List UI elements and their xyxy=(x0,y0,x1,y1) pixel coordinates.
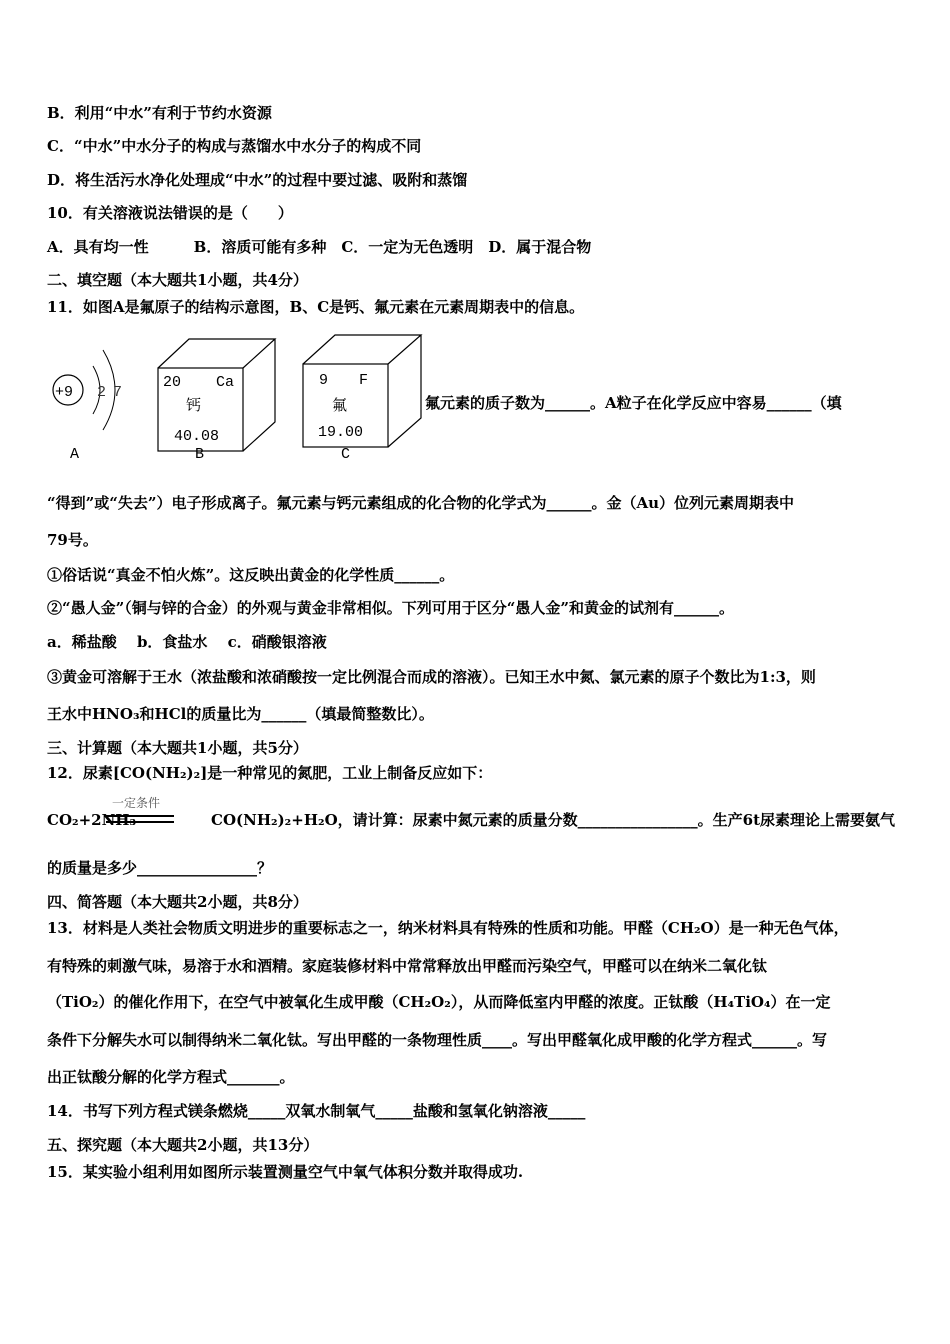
text-line: 的质量是多少________________？ xyxy=(47,859,273,877)
text-line: 二、填空题（本大题共1小题，共4分） xyxy=(47,271,308,289)
nucleus-charge: +9 xyxy=(55,384,74,401)
calcium-name: 钙 xyxy=(186,396,202,414)
label-c: C xyxy=(341,446,351,463)
text-line: 10．有关溶液说法错误的是（ ） xyxy=(47,204,293,222)
text-line: （TiO₂）的催化作用下，在空气中被氧化生成甲酸（CH₂O₂），从而降低室内甲醛的浓度。正钛酸（H₄TiO₄）在一定 xyxy=(47,993,831,1011)
fluorine-mass: 19.00 xyxy=(318,424,364,441)
label-b: B xyxy=(195,446,205,463)
text-line: D．将生活污水净化处理成“中水”的过程中要过滤、吸附和蒸馏 xyxy=(47,171,468,189)
shell-1-electrons: 2 xyxy=(97,384,107,401)
text-line: 王水中HNO₃和HCl的质量比为______（填最简整数比）。 xyxy=(47,705,434,723)
reaction-equals-sign xyxy=(106,815,174,823)
text-line: 79号。 xyxy=(47,531,98,549)
text-line: C．“中水”中水分子的构成与蒸馏水中水分子的构成不同 xyxy=(47,137,422,155)
text-line: “得到”或“失去”）电子形成离子。氟元素与钙元素组成的化合物的化学式为______。金（Au）位列元素周期表中 xyxy=(47,494,795,512)
reaction-condition: 一定条件 xyxy=(112,796,161,810)
text-line: CO₂+2NH₃ CO(NH₂)₂+H₂O，请计算：尿素中氮元素的质量分数________________。生产6t尿素理论上需要氨气 xyxy=(47,811,896,829)
text-line: 12．尿素[CO(NH₂)₂]是一种常见的氮肥，工业上制备反应如下： xyxy=(47,764,493,782)
text-line: ③黄金可溶解于王水（浓盐酸和浓硝酸按一定比例混合而成的溶液）。已知王水中氮、氯元素的原子个数比为1:3，则 xyxy=(47,668,816,686)
text-line: 氟元素的质子数为______。A粒子在化学反应中容易______（填 xyxy=(425,394,842,412)
text-line: 三、计算题（本大题共1小题，共5分） xyxy=(47,739,308,757)
text-line: 有特殊的刺激气味，易溶于水和酒精。家庭装修材料中常常释放出甲醛而污染空气，甲醛可以在纳米二氧化钛 xyxy=(47,957,768,975)
text-line: B．利用“中水”有利于节约水资源 xyxy=(47,104,272,122)
text-line: A．具有均一性 B．溶质可能有多种 C．一定为无色透明 D．属于混合物 xyxy=(47,238,592,256)
fluorine-symbol: F xyxy=(359,372,369,389)
calcium-mass: 40.08 xyxy=(174,428,220,445)
figure-atom-and-periodic-cells xyxy=(45,328,425,468)
calcium-number: 20 xyxy=(163,374,182,391)
text-line: ①俗话说“真金不怕火炼”。这反映出黄金的化学性质______。 xyxy=(47,566,455,584)
shell-2-electrons: 7 xyxy=(113,384,123,401)
text-line: 13．材料是人类社会物质文明进步的重要标志之一，纳米材料具有特殊的性质和功能。甲醛（CH₂O）是一种无色气体， xyxy=(47,919,849,937)
text-line: 出正钛酸分解的化学方程式_______。 xyxy=(47,1068,295,1086)
text-line: 条件下分解失水可以制得纳米二氧化钛。写出甲醛的一条物理性质____。写出甲醛氧化成甲酸的化学方程式______。写 xyxy=(47,1031,828,1049)
fluorine-atom-diagram xyxy=(53,350,122,463)
text-line: 15．某实验小组利用如图所示装置测量空气中氧气体积分数并取得成功. xyxy=(47,1163,524,1181)
calcium-symbol: Ca xyxy=(216,374,235,391)
fluorine-name: 氟 xyxy=(332,396,348,414)
text-line: a．稀盐酸 b．食盐水 c．硝酸银溶液 xyxy=(47,633,327,651)
label-a: A xyxy=(70,446,80,463)
text-line: ②“愚人金”（铜与锌的合金）的外观与黄金非常相似。下列可用于区分“愚人金”和黄金的试剂有______。 xyxy=(47,599,735,617)
text-line: 四、简答题（本大题共2小题，共8分） xyxy=(47,893,308,911)
text-line: 14．书写下列方程式镁条燃烧_____双氧水制氧气_____盐酸和氢氧化钠溶液_____ xyxy=(47,1102,586,1120)
text-line: 五、探究题（本大题共2小题，共13分） xyxy=(47,1136,319,1154)
text-line: 11．如图A是氟原子的结构示意图，B、C是钙、氟元素在元素周期表中的信息。 xyxy=(47,298,585,316)
fluorine-number: 9 xyxy=(319,372,329,389)
